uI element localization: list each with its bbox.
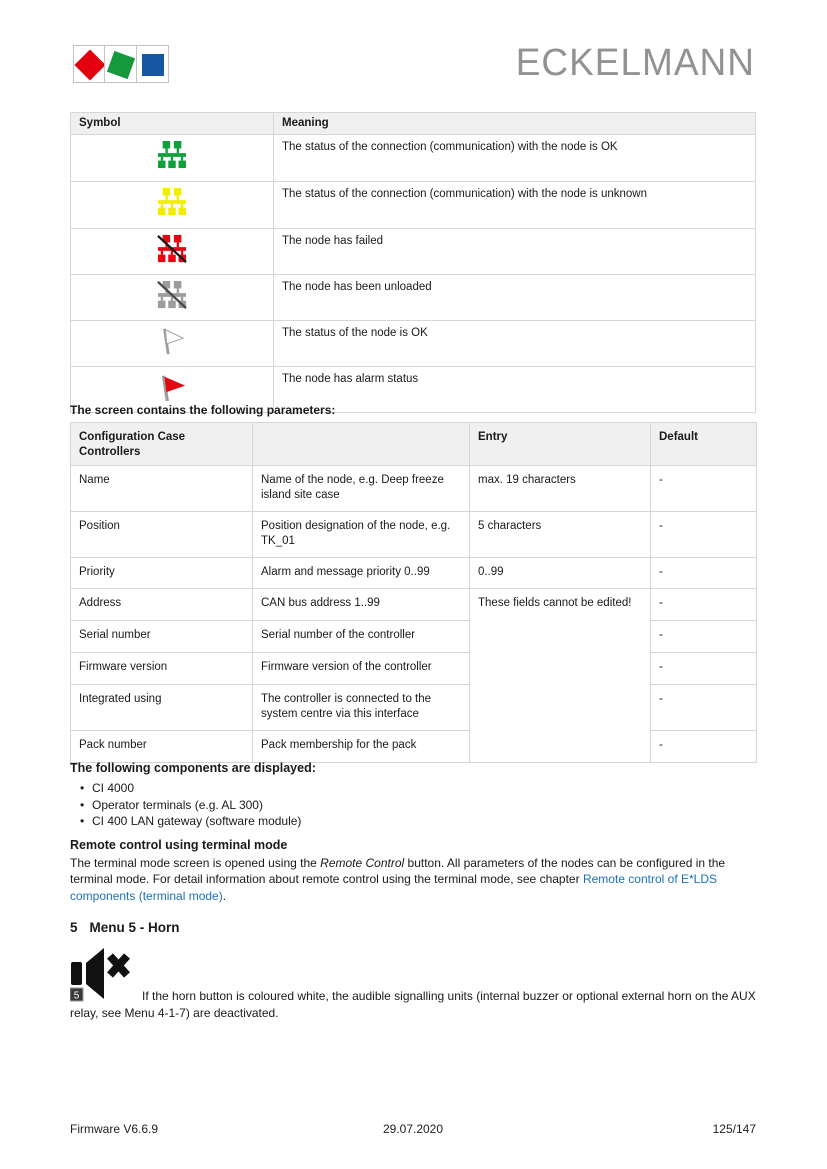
symbol-meaning-table bbox=[70, 112, 756, 413]
param-entry-merged: These fields cannot be edited! bbox=[470, 588, 651, 762]
logo-blue-cell bbox=[137, 45, 169, 83]
param-default: - bbox=[651, 588, 757, 620]
meaning-text: The status of the node is OK bbox=[274, 320, 756, 366]
eckelmann-logo bbox=[73, 45, 169, 83]
table-row bbox=[71, 134, 756, 181]
param-default: - bbox=[651, 652, 757, 684]
param-description: Name of the node, e.g. Deep freeze island site case bbox=[253, 465, 470, 511]
network-failed-icon bbox=[155, 255, 189, 267]
param-name: Pack number bbox=[71, 730, 253, 762]
table-row bbox=[71, 181, 756, 228]
network-unloaded-icon bbox=[155, 301, 189, 313]
footer-date: 29.07.2020 bbox=[382, 1122, 444, 1136]
meaning-text: The node has alarm status bbox=[274, 366, 756, 412]
table-row bbox=[71, 274, 756, 320]
terminal-mode-chapter-link[interactable]: Remote control of E*LDS components (terminal mode) bbox=[70, 872, 717, 903]
components-list bbox=[70, 780, 756, 830]
footer-page-number: 125/147 bbox=[712, 1122, 756, 1136]
remote-control-section bbox=[70, 837, 760, 904]
list-item: • CI 4000 bbox=[70, 780, 756, 797]
section-number: 5 bbox=[70, 920, 78, 935]
logo-blue-square-icon bbox=[142, 54, 164, 76]
param-name: Name bbox=[71, 465, 253, 511]
horn-description: If the horn button is coloured white, the audible signalling units (internal buzzer or optional external horn on the AUX relay, see Menu 4-1-7) are deactivated. bbox=[70, 989, 756, 1020]
parameters-heading: The screen contains the following parameters: bbox=[70, 403, 336, 417]
param-entry: 0..99 bbox=[470, 557, 651, 588]
param-description: Pack membership for the pack bbox=[253, 730, 470, 762]
table-header-row bbox=[71, 113, 756, 135]
param-name: Priority bbox=[71, 557, 253, 588]
logo-red-diamond-icon bbox=[74, 49, 105, 80]
meaning-text: The status of the connection (communication) with the node is unknown bbox=[274, 181, 756, 228]
meaning-text: The status of the connection (communication) with the node is OK bbox=[274, 134, 756, 181]
remote-control-heading: Remote control using terminal mode bbox=[70, 838, 288, 852]
entry-column-header: Entry bbox=[470, 423, 651, 466]
logo-red-cell bbox=[73, 45, 105, 83]
param-description: Alarm and message priority 0..99 bbox=[253, 557, 470, 588]
configuration-parameters-table bbox=[70, 422, 757, 763]
param-default: - bbox=[651, 684, 757, 730]
table-header-row bbox=[71, 423, 757, 466]
list-item: • Operator terminals (e.g. AL 300) bbox=[70, 797, 756, 814]
param-description: The controller is connected to the system centre via this interface bbox=[253, 684, 470, 730]
table-row-name bbox=[71, 465, 757, 511]
list-item: • CI 400 LAN gateway (software module) bbox=[70, 813, 756, 830]
remote-control-paragraph: The terminal mode screen is opened using the Remote Control button. All parameters of the nodes can be configured in the terminal mode. For detail information about remote control using the terminal mode, see chapter Remote control of E*LDS components (terminal mode). bbox=[70, 855, 726, 903]
table-row-pack-number bbox=[71, 730, 757, 762]
param-name: Position bbox=[71, 511, 253, 557]
meaning-column-header: Meaning bbox=[274, 113, 756, 135]
logo-green-cell bbox=[105, 45, 137, 83]
description-column-header bbox=[253, 423, 470, 466]
param-default: - bbox=[651, 465, 757, 511]
param-default: - bbox=[651, 557, 757, 588]
config-column-header: Configuration Case Controllers bbox=[71, 423, 253, 466]
logo-green-square-icon bbox=[107, 51, 135, 79]
symbol-column-header: Symbol bbox=[71, 113, 274, 135]
meaning-text: The node has been unloaded bbox=[274, 274, 756, 320]
network-ok-icon bbox=[156, 160, 188, 172]
footer-firmware-version: Firmware V6.6.9 bbox=[70, 1122, 159, 1136]
param-name: Serial number bbox=[71, 620, 253, 652]
table-row bbox=[71, 228, 756, 274]
default-column-header: Default bbox=[651, 423, 757, 466]
components-heading: The following components are displayed: bbox=[70, 761, 316, 775]
param-entry: 5 characters bbox=[470, 511, 651, 557]
table-row-address bbox=[71, 588, 757, 620]
components-section bbox=[70, 760, 756, 830]
param-entry: max. 19 characters bbox=[470, 465, 651, 511]
table-row bbox=[71, 320, 756, 366]
remote-control-button-name: Remote Control bbox=[320, 855, 405, 870]
table-row-integrated-using bbox=[71, 684, 757, 730]
table-row-priority bbox=[71, 557, 757, 588]
flag-ok-icon bbox=[156, 347, 188, 359]
meaning-text: The node has failed bbox=[274, 228, 756, 274]
brand-wordmark: ECKELMANN bbox=[515, 41, 755, 84]
param-default: - bbox=[651, 620, 757, 652]
param-name: Firmware version bbox=[71, 652, 253, 684]
param-description: Serial number of the controller bbox=[253, 620, 470, 652]
menu-5-badge: 5 bbox=[73, 990, 80, 1002]
table-row-position bbox=[71, 511, 757, 557]
table-row-serial-number bbox=[71, 620, 757, 652]
section-title: Menu 5 - Horn bbox=[89, 920, 180, 935]
param-description: Firmware version of the controller bbox=[253, 652, 470, 684]
table-row-firmware-version bbox=[71, 652, 757, 684]
param-name: Address bbox=[71, 588, 253, 620]
param-default: - bbox=[651, 730, 757, 762]
param-description: Position designation of the node, e.g. TK_01 bbox=[253, 511, 470, 557]
network-unknown-icon bbox=[156, 207, 188, 219]
param-default: - bbox=[651, 511, 757, 557]
section-heading-menu-5-horn bbox=[70, 920, 180, 935]
param-name: Integrated using bbox=[71, 684, 253, 730]
param-description: CAN bus address 1..99 bbox=[253, 588, 470, 620]
